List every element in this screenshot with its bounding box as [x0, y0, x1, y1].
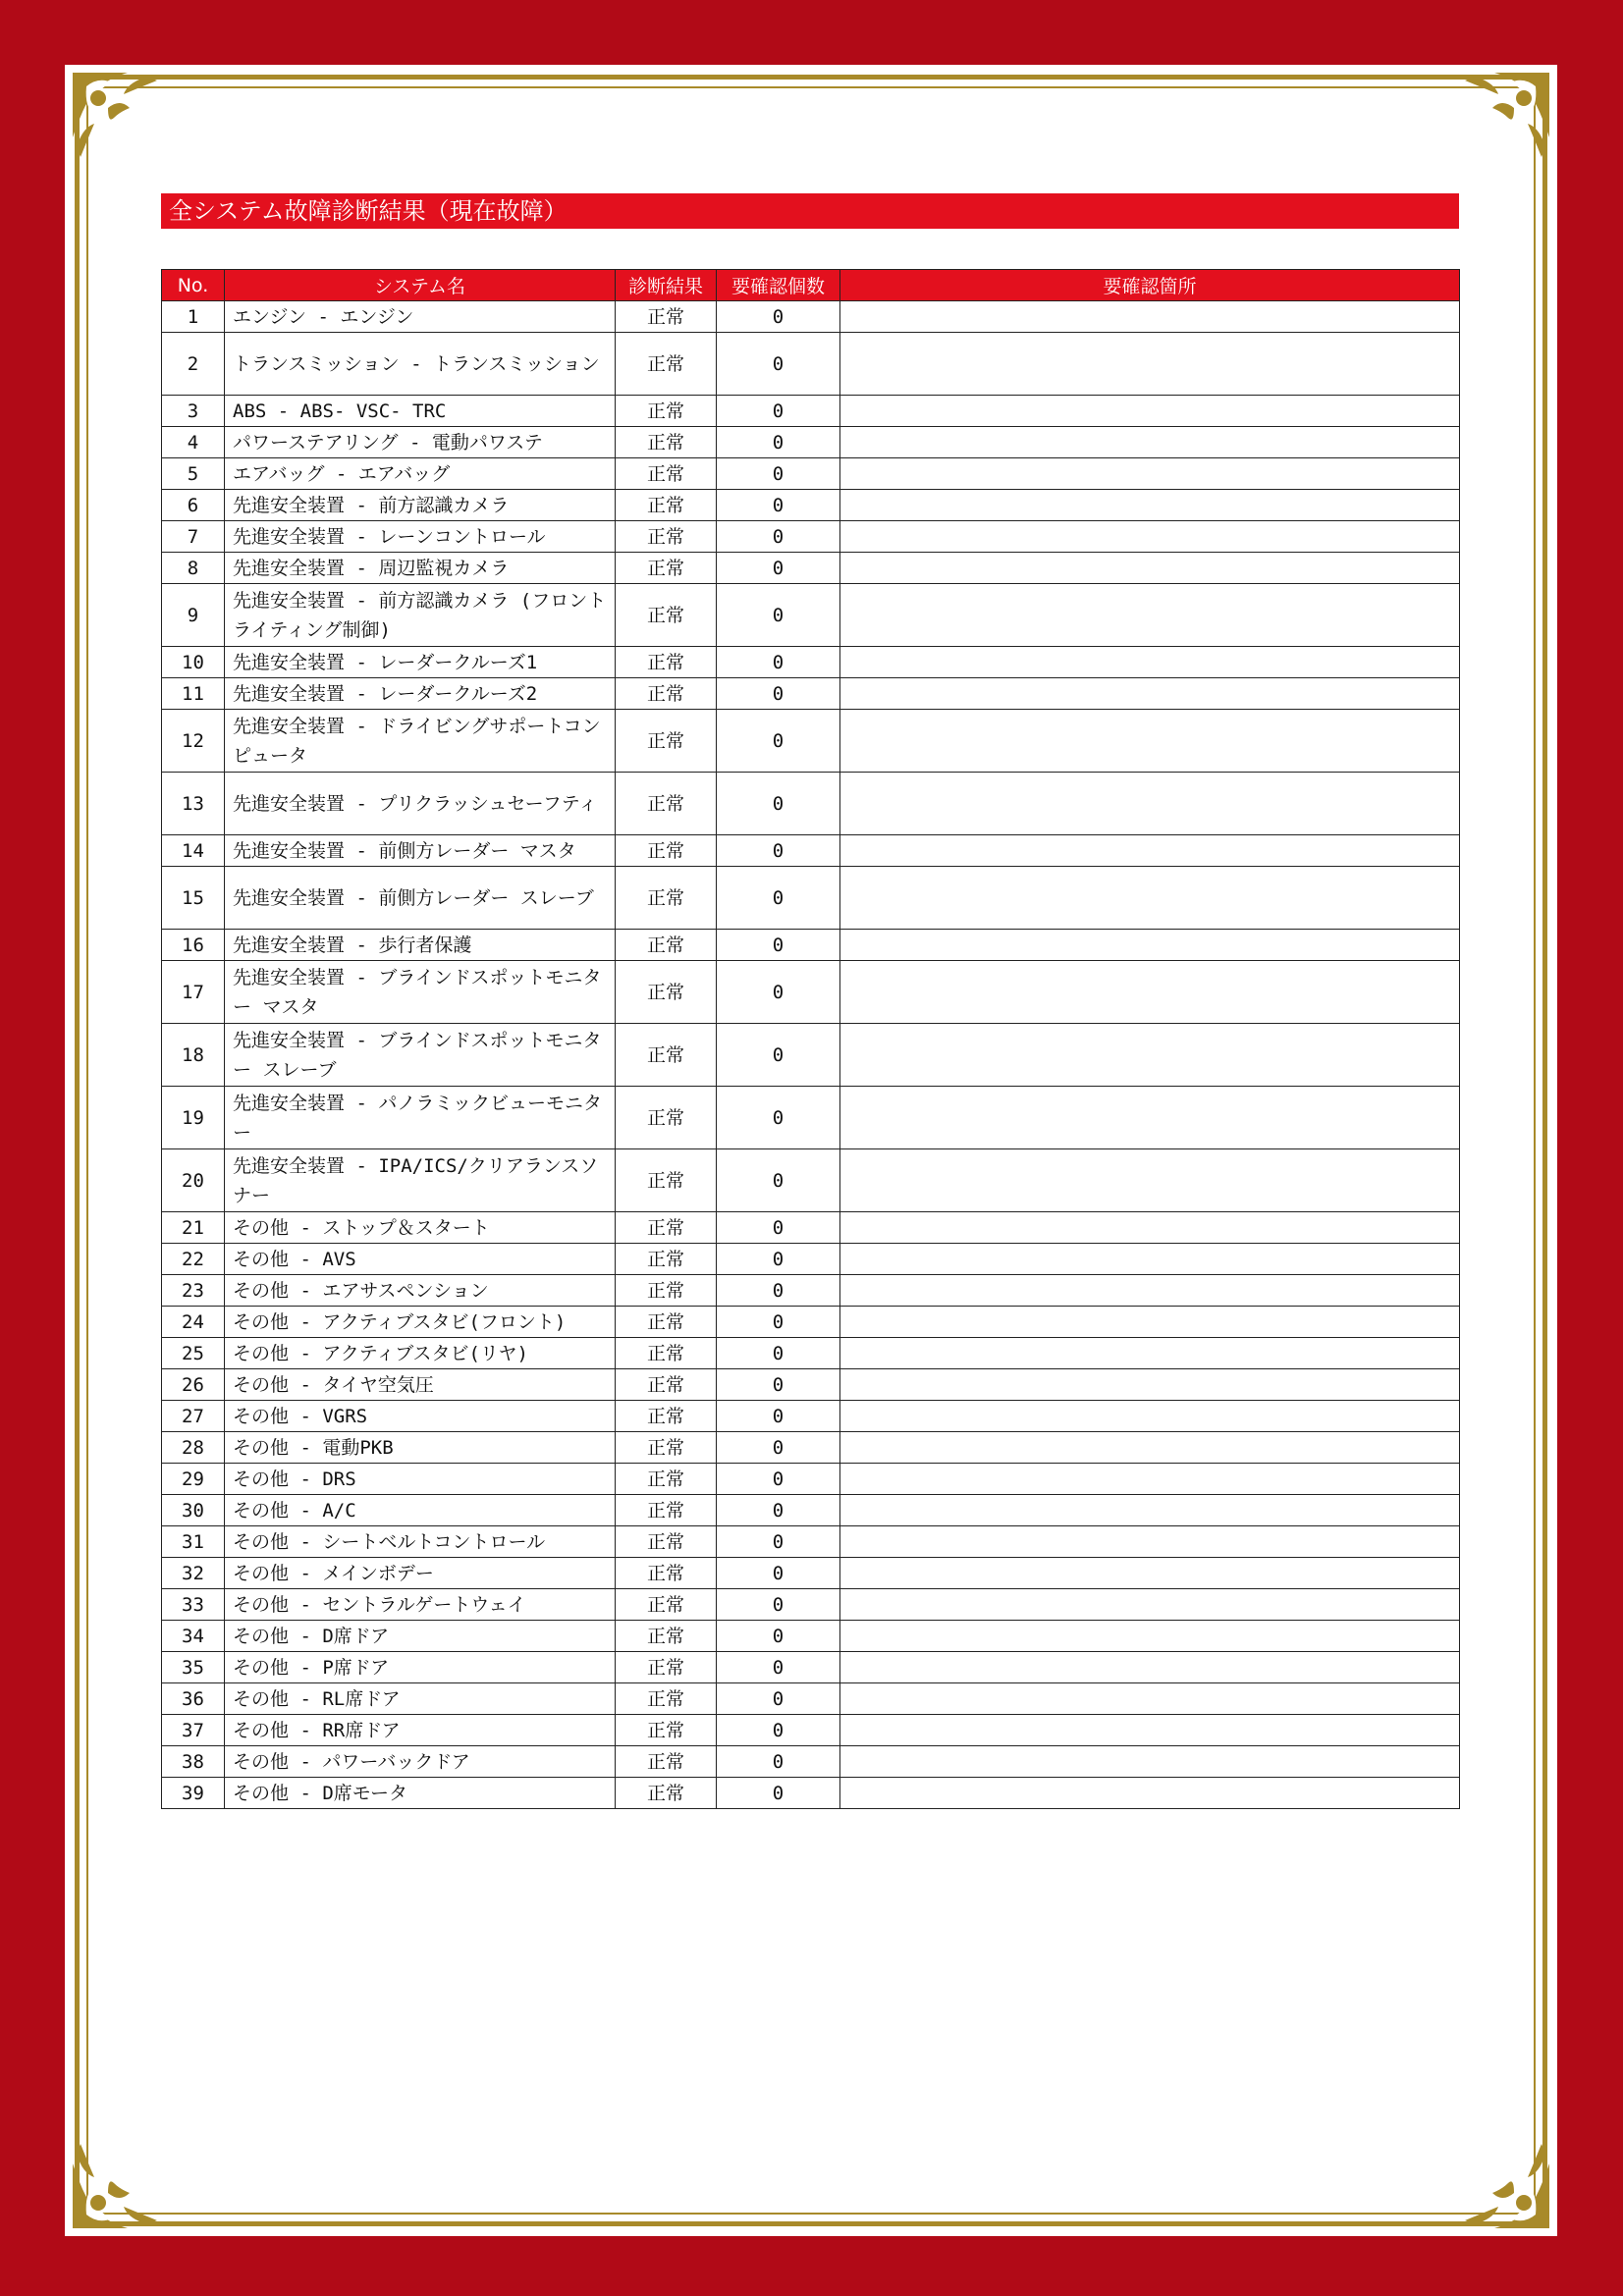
system-name-cell: 先進安全装置 - ブラインドスポットモニター スレーブ: [225, 1024, 616, 1087]
system-name-cell: エアバッグ - エアバッグ: [225, 458, 616, 490]
system-name-cell: その他 - メインボデー: [225, 1558, 616, 1589]
report-sheet: [65, 65, 1557, 2236]
table-row: [162, 584, 1460, 647]
result-cell: 正常: [616, 1369, 717, 1401]
check-count-cell: 0: [717, 1715, 840, 1746]
result-cell: 正常: [616, 396, 717, 427]
header-result: 診断結果: [616, 270, 717, 301]
check-location-cell: [840, 710, 1460, 773]
result-cell: 正常: [616, 1149, 717, 1212]
table-row: [162, 301, 1460, 333]
result-cell: 正常: [616, 1778, 717, 1809]
row-number: 5: [162, 458, 225, 490]
corner-ornament-icon: [1455, 2134, 1553, 2232]
row-number: 34: [162, 1621, 225, 1652]
check-count-cell: 0: [717, 427, 840, 458]
row-number: 37: [162, 1715, 225, 1746]
row-number: 25: [162, 1338, 225, 1369]
table-row: [162, 1589, 1460, 1621]
check-count-cell: 0: [717, 1149, 840, 1212]
diagnosis-table: [161, 269, 1460, 1809]
system-name-cell: 先進安全装置 - 前方認識カメラ (フロントライティング制御): [225, 584, 616, 647]
row-number: 8: [162, 553, 225, 584]
header-check-location: 要確認箇所: [840, 270, 1460, 301]
check-count-cell: 0: [717, 301, 840, 333]
table-row: [162, 1715, 1460, 1746]
check-location-cell: [840, 1652, 1460, 1683]
row-number: 11: [162, 678, 225, 710]
table-row: [162, 710, 1460, 773]
check-count-cell: 0: [717, 1621, 840, 1652]
table-row: [162, 1746, 1460, 1778]
check-location-cell: [840, 1746, 1460, 1778]
check-location-cell: [840, 1401, 1460, 1432]
table-row: [162, 1432, 1460, 1464]
table-row: [162, 1307, 1460, 1338]
row-number: 30: [162, 1495, 225, 1526]
result-cell: 正常: [616, 1589, 717, 1621]
result-cell: 正常: [616, 1432, 717, 1464]
check-location-cell: [840, 1244, 1460, 1275]
check-count-cell: 0: [717, 1338, 840, 1369]
table-row: [162, 867, 1460, 930]
table-row: [162, 835, 1460, 867]
result-cell: 正常: [616, 1746, 717, 1778]
check-count-cell: 0: [717, 1746, 840, 1778]
system-name-cell: 先進安全装置 - レーンコントロール: [225, 521, 616, 553]
result-cell: 正常: [616, 521, 717, 553]
row-number: 10: [162, 647, 225, 678]
system-name-cell: その他 - RR席ドア: [225, 1715, 616, 1746]
row-number: 2: [162, 333, 225, 396]
page-title: 全システム故障診断結果（現在故障）: [161, 193, 1459, 229]
result-cell: 正常: [616, 835, 717, 867]
system-name-cell: その他 - A/C: [225, 1495, 616, 1526]
check-count-cell: 0: [717, 1464, 840, 1495]
table-row: [162, 961, 1460, 1024]
check-location-cell: [840, 490, 1460, 521]
system-name-cell: その他 - セントラルゲートウェイ: [225, 1589, 616, 1621]
table-row: [162, 490, 1460, 521]
result-cell: 正常: [616, 1244, 717, 1275]
check-count-cell: 0: [717, 1495, 840, 1526]
row-number: 24: [162, 1307, 225, 1338]
header-check-count: 要確認個数: [717, 270, 840, 301]
check-location-cell: [840, 458, 1460, 490]
header-no: No.: [162, 270, 225, 301]
check-count-cell: 0: [717, 1244, 840, 1275]
row-number: 19: [162, 1087, 225, 1149]
result-cell: 正常: [616, 1024, 717, 1087]
check-count-cell: 0: [717, 458, 840, 490]
row-number: 36: [162, 1683, 225, 1715]
check-count-cell: 0: [717, 490, 840, 521]
system-name-cell: 先進安全装置 - ドライビングサポートコンピュータ: [225, 710, 616, 773]
check-count-cell: 0: [717, 1275, 840, 1307]
check-count-cell: 0: [717, 1087, 840, 1149]
table-row: [162, 1212, 1460, 1244]
row-number: 17: [162, 961, 225, 1024]
system-name-cell: その他 - P席ドア: [225, 1652, 616, 1683]
row-number: 6: [162, 490, 225, 521]
table-row: [162, 1621, 1460, 1652]
check-count-cell: 0: [717, 773, 840, 835]
check-count-cell: 0: [717, 961, 840, 1024]
system-name-cell: 先進安全装置 - 前方認識カメラ: [225, 490, 616, 521]
check-count-cell: 0: [717, 333, 840, 396]
check-location-cell: [840, 1589, 1460, 1621]
system-name-cell: その他 - アクティブスタビ(フロント): [225, 1307, 616, 1338]
check-location-cell: [840, 1024, 1460, 1087]
result-cell: 正常: [616, 1464, 717, 1495]
check-location-cell: [840, 1369, 1460, 1401]
check-count-cell: 0: [717, 521, 840, 553]
check-location-cell: [840, 678, 1460, 710]
table-row: [162, 1275, 1460, 1307]
check-count-cell: 0: [717, 1212, 840, 1244]
system-name-cell: エンジン - エンジン: [225, 301, 616, 333]
system-name-cell: その他 - D席モータ: [225, 1778, 616, 1809]
table-row: [162, 1683, 1460, 1715]
check-count-cell: 0: [717, 1369, 840, 1401]
result-cell: 正常: [616, 961, 717, 1024]
table-row: [162, 1652, 1460, 1683]
result-cell: 正常: [616, 1307, 717, 1338]
table-row: [162, 396, 1460, 427]
system-name-cell: ABS - ABS- VSC- TRC: [225, 396, 616, 427]
table-row: [162, 1087, 1460, 1149]
row-number: 20: [162, 1149, 225, 1212]
table-row: [162, 1778, 1460, 1809]
check-location-cell: [840, 1621, 1460, 1652]
check-count-cell: 0: [717, 1652, 840, 1683]
result-cell: 正常: [616, 647, 717, 678]
result-cell: 正常: [616, 1212, 717, 1244]
result-cell: 正常: [616, 1558, 717, 1589]
system-name-cell: 先進安全装置 - ブラインドスポットモニター マスタ: [225, 961, 616, 1024]
row-number: 1: [162, 301, 225, 333]
check-location-cell: [840, 1715, 1460, 1746]
corner-ornament-icon: [69, 69, 167, 167]
row-number: 28: [162, 1432, 225, 1464]
check-location-cell: [840, 427, 1460, 458]
table-row: [162, 521, 1460, 553]
row-number: 9: [162, 584, 225, 647]
system-name-cell: 先進安全装置 - 歩行者保護: [225, 930, 616, 961]
result-cell: 正常: [616, 1683, 717, 1715]
system-name-cell: パワーステアリング - 電動パワステ: [225, 427, 616, 458]
table-row: [162, 1495, 1460, 1526]
check-count-cell: 0: [717, 930, 840, 961]
check-location-cell: [840, 773, 1460, 835]
table-row: [162, 678, 1460, 710]
check-count-cell: 0: [717, 678, 840, 710]
table-row: [162, 1369, 1460, 1401]
row-number: 29: [162, 1464, 225, 1495]
result-cell: 正常: [616, 1087, 717, 1149]
check-location-cell: [840, 301, 1460, 333]
row-number: 3: [162, 396, 225, 427]
system-name-cell: その他 - シートベルトコントロール: [225, 1526, 616, 1558]
row-number: 27: [162, 1401, 225, 1432]
result-cell: 正常: [616, 678, 717, 710]
system-name-cell: その他 - VGRS: [225, 1401, 616, 1432]
system-name-cell: その他 - DRS: [225, 1464, 616, 1495]
check-location-cell: [840, 1683, 1460, 1715]
system-name-cell: その他 - D席ドア: [225, 1621, 616, 1652]
table-row: [162, 1149, 1460, 1212]
row-number: 33: [162, 1589, 225, 1621]
check-location-cell: [840, 1338, 1460, 1369]
system-name-cell: トランスミッション - トランスミッション: [225, 333, 616, 396]
result-cell: 正常: [616, 427, 717, 458]
check-location-cell: [840, 521, 1460, 553]
result-cell: 正常: [616, 1715, 717, 1746]
table-row: [162, 1024, 1460, 1087]
result-cell: 正常: [616, 1495, 717, 1526]
check-count-cell: 0: [717, 835, 840, 867]
row-number: 4: [162, 427, 225, 458]
check-location-cell: [840, 584, 1460, 647]
system-name-cell: 先進安全装置 - 周辺監視カメラ: [225, 553, 616, 584]
check-count-cell: 0: [717, 553, 840, 584]
result-cell: 正常: [616, 1621, 717, 1652]
check-location-cell: [840, 1558, 1460, 1589]
system-name-cell: その他 - ストップ＆スタート: [225, 1212, 616, 1244]
row-number: 31: [162, 1526, 225, 1558]
row-number: 7: [162, 521, 225, 553]
system-name-cell: その他 - アクティブスタビ(リヤ): [225, 1338, 616, 1369]
check-count-cell: 0: [717, 396, 840, 427]
result-cell: 正常: [616, 710, 717, 773]
check-count-cell: 0: [717, 867, 840, 930]
corner-ornament-icon: [69, 2134, 167, 2232]
result-cell: 正常: [616, 1338, 717, 1369]
check-count-cell: 0: [717, 1778, 840, 1809]
system-name-cell: 先進安全装置 - レーダークルーズ2: [225, 678, 616, 710]
check-count-cell: 0: [717, 1683, 840, 1715]
system-name-cell: その他 - タイヤ空気圧: [225, 1369, 616, 1401]
check-count-cell: 0: [717, 1401, 840, 1432]
check-location-cell: [840, 553, 1460, 584]
table-row: [162, 458, 1460, 490]
system-name-cell: その他 - RL席ドア: [225, 1683, 616, 1715]
table-row: [162, 1558, 1460, 1589]
result-cell: 正常: [616, 553, 717, 584]
check-location-cell: [840, 1464, 1460, 1495]
result-cell: 正常: [616, 1401, 717, 1432]
system-name-cell: 先進安全装置 - IPA/ICS/クリアランスソナー: [225, 1149, 616, 1212]
check-location-cell: [840, 1526, 1460, 1558]
check-location-cell: [840, 930, 1460, 961]
result-cell: 正常: [616, 1275, 717, 1307]
table-row: [162, 1526, 1460, 1558]
check-location-cell: [840, 961, 1460, 1024]
result-cell: 正常: [616, 930, 717, 961]
result-cell: 正常: [616, 458, 717, 490]
check-count-cell: 0: [717, 1558, 840, 1589]
result-cell: 正常: [616, 867, 717, 930]
table-header-row: [162, 270, 1460, 301]
row-number: 18: [162, 1024, 225, 1087]
check-count-cell: 0: [717, 1307, 840, 1338]
system-name-cell: その他 - AVS: [225, 1244, 616, 1275]
table-row: [162, 773, 1460, 835]
check-count-cell: 0: [717, 1024, 840, 1087]
result-cell: 正常: [616, 490, 717, 521]
system-name-cell: その他 - エアサスペンション: [225, 1275, 616, 1307]
row-number: 38: [162, 1746, 225, 1778]
table-row: [162, 647, 1460, 678]
check-location-cell: [840, 396, 1460, 427]
check-location-cell: [840, 1275, 1460, 1307]
system-name-cell: その他 - パワーバックドア: [225, 1746, 616, 1778]
row-number: 16: [162, 930, 225, 961]
check-location-cell: [840, 647, 1460, 678]
row-number: 21: [162, 1212, 225, 1244]
table-row: [162, 427, 1460, 458]
check-location-cell: [840, 333, 1460, 396]
check-count-cell: 0: [717, 1526, 840, 1558]
system-name-cell: その他 - 電動PKB: [225, 1432, 616, 1464]
check-count-cell: 0: [717, 584, 840, 647]
row-number: 35: [162, 1652, 225, 1683]
row-number: 22: [162, 1244, 225, 1275]
table-row: [162, 553, 1460, 584]
result-cell: 正常: [616, 584, 717, 647]
table-row: [162, 1464, 1460, 1495]
check-location-cell: [840, 1495, 1460, 1526]
row-number: 23: [162, 1275, 225, 1307]
check-count-cell: 0: [717, 1589, 840, 1621]
check-location-cell: [840, 1149, 1460, 1212]
check-location-cell: [840, 1432, 1460, 1464]
row-number: 14: [162, 835, 225, 867]
system-name-cell: 先進安全装置 - プリクラッシュセーフティ: [225, 773, 616, 835]
check-location-cell: [840, 1307, 1460, 1338]
corner-ornament-icon: [1455, 69, 1553, 167]
check-location-cell: [840, 1087, 1460, 1149]
result-cell: 正常: [616, 773, 717, 835]
check-location-cell: [840, 1778, 1460, 1809]
system-name-cell: 先進安全装置 - レーダークルーズ1: [225, 647, 616, 678]
header-system-name: システム名: [225, 270, 616, 301]
row-number: 15: [162, 867, 225, 930]
check-count-cell: 0: [717, 647, 840, 678]
system-name-cell: 先進安全装置 - 前側方レーダー マスタ: [225, 835, 616, 867]
check-location-cell: [840, 835, 1460, 867]
row-number: 26: [162, 1369, 225, 1401]
table-row: [162, 930, 1460, 961]
row-number: 12: [162, 710, 225, 773]
table-row: [162, 1244, 1460, 1275]
system-name-cell: 先進安全装置 - 前側方レーダー スレーブ: [225, 867, 616, 930]
row-number: 39: [162, 1778, 225, 1809]
system-name-cell: 先進安全装置 - パノラミックビューモニター: [225, 1087, 616, 1149]
check-location-cell: [840, 867, 1460, 930]
result-cell: 正常: [616, 1526, 717, 1558]
table-row: [162, 1338, 1460, 1369]
check-location-cell: [840, 1212, 1460, 1244]
result-cell: 正常: [616, 333, 717, 396]
row-number: 13: [162, 773, 225, 835]
row-number: 32: [162, 1558, 225, 1589]
table-row: [162, 1401, 1460, 1432]
table-row: [162, 333, 1460, 396]
result-cell: 正常: [616, 1652, 717, 1683]
result-cell: 正常: [616, 301, 717, 333]
check-count-cell: 0: [717, 710, 840, 773]
check-count-cell: 0: [717, 1432, 840, 1464]
